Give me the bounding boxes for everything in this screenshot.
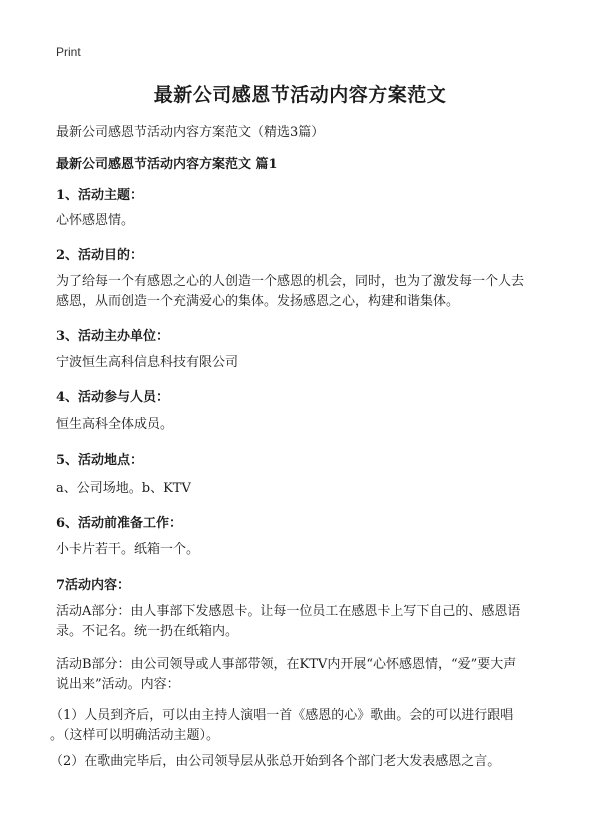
print-link[interactable]: Print bbox=[56, 45, 81, 59]
section-text-purpose-line2: 感恩，从而创造一个充满爱心的集体。发扬感恩之心，构建和谐集体。 bbox=[56, 294, 460, 309]
section-heading-preparation: 6、活动前准备工作： bbox=[56, 516, 183, 531]
section-heading-theme: 1、活动主题： bbox=[56, 188, 144, 203]
page-title: 最新公司感恩节活动内容方案范文 bbox=[153, 84, 447, 106]
content-part-b-line1: 活动B部分：由公司领导或人事部带领，在KTV内开展“心怀感恩情，“爱”要大声 bbox=[56, 657, 517, 672]
section-text-location: a、公司场地。b、KTV bbox=[56, 481, 191, 496]
section-heading-location: 5、活动地点： bbox=[56, 453, 144, 468]
content-item-1-line2: 。（这样可以明确活动主题）。 bbox=[50, 728, 220, 743]
section-text-preparation: 小卡片若干。纸箱一个。 bbox=[56, 542, 200, 557]
document-subtitle: 最新公司感恩节活动内容方案范文（精选3篇） bbox=[56, 125, 325, 140]
content-item-2: （2）在歌曲完毕后，由公司领导层从张总开始到各个部门老大发表感恩之言。 bbox=[50, 754, 501, 769]
section-heading-content: 7活动内容： bbox=[56, 578, 131, 593]
section-heading-organizer: 3、活动主办单位： bbox=[56, 329, 170, 344]
section-text-participants: 恒生高科全体成员。 bbox=[56, 417, 174, 432]
section-text-theme: 心怀感恩情。 bbox=[56, 213, 135, 228]
content-part-a-line1: 活动A部分：由人事部下发感恩卡。让每一位员工在感恩卡上写下自己的、感恩语 bbox=[56, 604, 521, 619]
part-heading: 最新公司感恩节活动内容方案范文 篇1 bbox=[56, 157, 278, 172]
section-heading-purpose: 2、活动目的： bbox=[56, 248, 144, 263]
content-part-b-line2: 说出来”活动。内容： bbox=[56, 677, 180, 692]
section-heading-participants: 4、活动参与人员： bbox=[56, 390, 170, 405]
section-text-purpose-line1: 为了给每一个有感恩之心的人创造一个感恩的机会，同时，也为了激发每一个人去 bbox=[56, 274, 525, 289]
content-part-a-line2: 录。不记名。统一扔在纸箱内。 bbox=[56, 624, 239, 639]
content-item-1-line1: （1）人员到齐后，可以由主持人演唱一首《感恩的心》歌曲。会的可以进行跟唱 bbox=[50, 708, 514, 723]
section-text-organizer: 宁波恒生高科信息科技有限公司 bbox=[56, 355, 239, 370]
